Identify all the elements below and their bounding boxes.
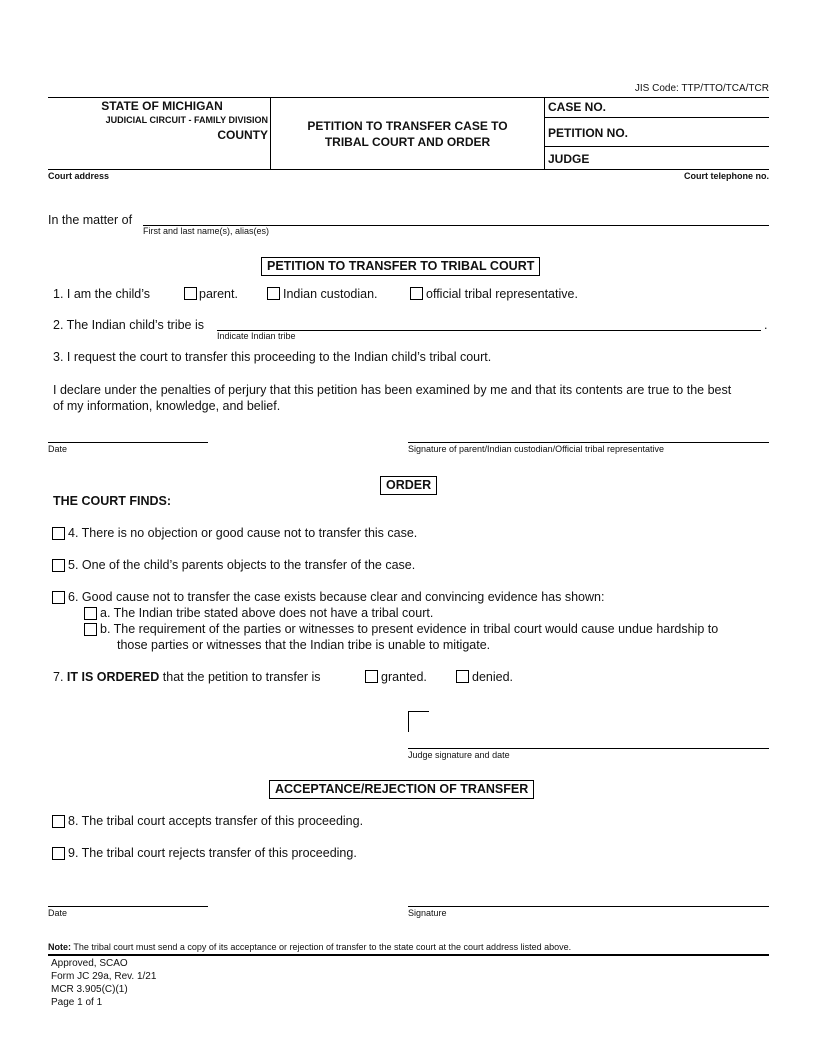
indian-custodian-checkbox[interactable] [267, 287, 280, 300]
petitioner-signature-caption: Signature of parent/Indian custodian/Official tribal representative [408, 444, 664, 454]
granted-label: granted. [381, 670, 427, 684]
footer-approved: Approved, SCAO [51, 958, 128, 969]
petition-date-caption: Date [48, 444, 68, 454]
parent-checkbox[interactable] [184, 287, 197, 300]
item8-checkbox[interactable] [52, 815, 65, 828]
denied-label: denied. [472, 670, 514, 684]
granted-checkbox[interactable] [365, 670, 378, 683]
case-no-rule [545, 117, 769, 118]
item6a-checkbox[interactable] [84, 607, 97, 620]
acceptance-date-caption: Date [48, 908, 68, 918]
court-telephone-label: Court telephone no. [684, 171, 769, 181]
judge-label: JUDGE [548, 152, 590, 166]
court-finds-label: THE COURT FINDS: [53, 494, 172, 508]
footer-page: Page 1 of 1 [51, 997, 103, 1008]
jis-code: JIS Code: TTP/TTO/TCA/TCR [634, 83, 769, 94]
state-name: STATE OF MICHIGAN [101, 99, 223, 113]
denied-checkbox[interactable] [456, 670, 469, 683]
item2-text: 2. The Indian child’s tribe is [53, 318, 205, 332]
indian-tribe-caption: Indicate Indian tribe [217, 331, 296, 341]
header-bottom-rule [48, 169, 769, 170]
seal-corner-left [408, 711, 409, 732]
judge-signature-caption: Judge signature and date [408, 750, 510, 760]
petition-heading: PETITION TO TRANSFER TO TRIBAL COURT [261, 257, 540, 276]
item6b-checkbox[interactable] [84, 623, 97, 636]
footer-form-number: Form JC 29a, Rev. 1/21 [51, 971, 157, 982]
item9-checkbox[interactable] [52, 847, 65, 860]
item6-text: 6. Good cause not to transfer the case exists because clear and convincing evidence has shown: [68, 590, 605, 604]
footer-mcr: MCR 3.905(C)(1) [51, 984, 128, 995]
official-rep-label: official tribal representative. [426, 287, 578, 301]
petition-date-field[interactable] [48, 442, 208, 443]
declaration-line2: of my information, knowledge, and belief. [53, 399, 281, 413]
item6-checkbox[interactable] [52, 591, 65, 604]
indian-custodian-label: Indian custodian. [283, 287, 378, 301]
note-text: Note: The tribal court must send a copy of its acceptance or rejection of transfer to the state court at the court address listed above. [48, 942, 572, 952]
judge-signature-field[interactable] [408, 748, 769, 749]
item8-text: 8. The tribal court accepts transfer of this proceeding. [68, 814, 364, 828]
item3-text: 3. I request the court to transfer this proceeding to the Indian child’s tribal court. [53, 350, 492, 364]
form-title-line1: PETITION TO TRANSFER CASE TO [307, 119, 508, 133]
tribal-signature-caption: Signature [408, 908, 447, 918]
form-title-line2: TRIBAL COURT AND ORDER [324, 135, 491, 149]
seal-corner-top [408, 711, 429, 712]
header-divider-right [544, 97, 545, 169]
item6b-text-line1: b. The requirement of the parties or witnesses to present evidence in tribal court would cause undue hardship to [100, 622, 719, 636]
header-top-rule [48, 97, 769, 98]
petition-no-label: PETITION NO. [548, 126, 629, 140]
matter-caption: First and last name(s), alias(es) [143, 226, 270, 236]
item5-text: 5. One of the child’s parents objects to the transfer of the case. [68, 558, 416, 572]
case-no-label: CASE NO. [548, 100, 607, 114]
item6b-text-line2: those parties or witnesses that the Indian tribe is unable to mitigate. [117, 638, 491, 652]
acceptance-heading: ACCEPTANCE/REJECTION OF TRANSFER [269, 780, 534, 799]
county-label: COUNTY [217, 128, 268, 142]
footer-rule [48, 954, 769, 956]
item2-period: . [764, 318, 768, 332]
item1-text: 1. I am the child’s [53, 287, 151, 301]
item6a-text: a. The Indian tribe stated above does not have a tribal court. [100, 606, 434, 620]
court-address-label: Court address [48, 171, 110, 181]
petition-no-rule [545, 146, 769, 147]
petitioner-signature-field[interactable] [408, 442, 769, 443]
item4-checkbox[interactable] [52, 527, 65, 540]
item7-text: 7. IT IS ORDERED that the petition to transfer is [53, 670, 321, 684]
order-heading: ORDER [380, 476, 437, 495]
official-rep-checkbox[interactable] [410, 287, 423, 300]
tribal-signature-field[interactable] [408, 906, 769, 907]
indian-tribe-field[interactable] [217, 330, 761, 331]
declaration-line1: I declare under the penalties of perjury that this petition has been examined by me and that its contents are true to the best [53, 383, 732, 397]
item9-text: 9. The tribal court rejects transfer of this proceeding. [68, 846, 357, 860]
item4-text: 4. There is no objection or good cause not to transfer this case. [68, 526, 418, 540]
parent-label: parent. [199, 287, 238, 301]
item5-checkbox[interactable] [52, 559, 65, 572]
matter-label: In the matter of [48, 213, 133, 227]
acceptance-date-field[interactable] [48, 906, 208, 907]
judicial-circuit-label: JUDICIAL CIRCUIT - FAMILY DIVISION [105, 115, 268, 125]
